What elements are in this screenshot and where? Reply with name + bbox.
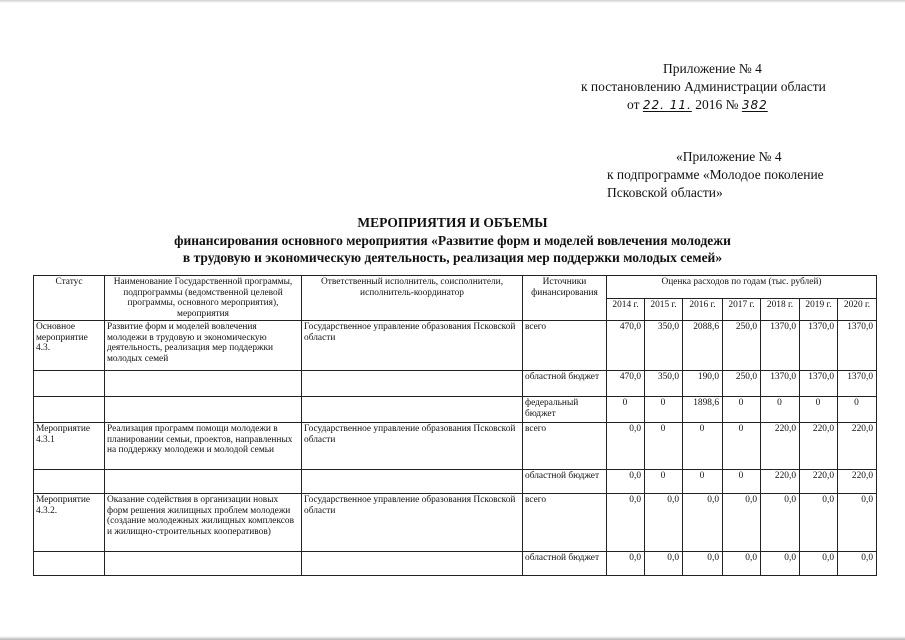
cell-value: 1370,0 <box>761 321 800 371</box>
cell-value: 1370,0 <box>761 371 800 397</box>
cell-source: всего <box>523 423 607 470</box>
cell-value: 0,0 <box>723 494 761 552</box>
cell-value: 1370,0 <box>838 371 877 397</box>
cell-value: 0 <box>723 397 761 423</box>
col-header-sources: Источники финансирования <box>523 276 607 321</box>
cell-source: всего <box>523 494 607 552</box>
table-row <box>34 321 877 371</box>
cell-value: 250,0 <box>723 321 761 371</box>
col-header-estimate: Оценка расходов по годам (тыс. рублей) <box>607 276 877 299</box>
cell-responsible <box>302 552 523 576</box>
subprogram-region: Псковской области» <box>607 185 723 200</box>
cell-value: 470,0 <box>607 321 645 371</box>
cell-value: 0,0 <box>761 552 800 576</box>
cell-responsible <box>302 397 523 423</box>
cell-source: федеральный бюджет <box>523 397 607 423</box>
cell-value: 1370,0 <box>838 321 877 371</box>
cell-value: 1370,0 <box>800 321 838 371</box>
cell-status <box>34 470 105 494</box>
cell-status: Мероприятие 4.3.1 <box>34 423 105 470</box>
table-row <box>34 494 877 552</box>
cell-value: 0,0 <box>838 552 877 576</box>
cell-value: 2088,6 <box>683 321 723 371</box>
cell-name: Оказание содействия в организации новых форм решения жилищных проблем молодежи (создание молодежных жилищных комплексов и жилищно-строительных кооперативов) <box>105 494 302 552</box>
cell-value: 0,0 <box>761 494 800 552</box>
cell-value: 0,0 <box>800 552 838 576</box>
cell-responsible: Государственное управление образования Псковской области <box>302 494 523 552</box>
cell-name <box>105 552 302 576</box>
cell-name: Развитие форм и моделей вовлечения молодежи в трудовую и экономическую деятельность, реализация мер поддержки молодых семей <box>105 321 302 371</box>
col-header-status: Статус <box>34 276 105 321</box>
cell-value: 0,0 <box>800 494 838 552</box>
cell-responsible: Государственное управление образования Псковской области <box>302 321 523 371</box>
handwritten-number: 382 <box>741 98 768 112</box>
scan-top-edge <box>0 0 905 3</box>
year-header: 2018 г. <box>761 298 800 321</box>
handwritten-date: 22. 11. <box>642 98 692 112</box>
year-header: 2015 г. <box>645 298 683 321</box>
cell-value: 350,0 <box>645 321 683 371</box>
cell-name <box>105 371 302 397</box>
cell-value: 0 <box>723 423 761 470</box>
cell-value: 0,0 <box>838 494 877 552</box>
year-header: 2014 г. <box>607 298 645 321</box>
doc-subtitle-1: финансирования основного мероприятия «Развитие форм и моделей вовлечения молодежи <box>174 233 731 248</box>
cell-value: 0,0 <box>645 552 683 576</box>
table-header-row <box>34 276 877 299</box>
cell-source: областной бюджет <box>523 371 607 397</box>
year-header: 2019 г. <box>800 298 838 321</box>
cell-value: 1898,6 <box>683 397 723 423</box>
cell-value: 220,0 <box>800 470 838 494</box>
year-header: 2017 г. <box>723 298 761 321</box>
cell-value: 250,0 <box>723 371 761 397</box>
cell-status: Мероприятие 4.3.2. <box>34 494 105 552</box>
cell-value: 470,0 <box>607 371 645 397</box>
cell-value: 0 <box>645 423 683 470</box>
cell-value: 0,0 <box>683 552 723 576</box>
cell-value: 0,0 <box>645 494 683 552</box>
cell-value: 220,0 <box>761 423 800 470</box>
cell-responsible: Государственное управление образования Псковской области <box>302 423 523 470</box>
cell-value: 0,0 <box>607 470 645 494</box>
cell-value: 0,0 <box>723 552 761 576</box>
cell-value: 0 <box>645 470 683 494</box>
resolution-year: 2016 № <box>695 97 739 112</box>
col-header-responsible: Ответственный исполнитель, соисполнители, исполнитель-координатор <box>302 276 523 321</box>
cell-status: Основное мероприятие 4.3. <box>34 321 105 371</box>
cell-value: 1370,0 <box>800 371 838 397</box>
appendix-label: Приложение № 4 <box>663 61 762 76</box>
cell-value: 0,0 <box>607 494 645 552</box>
cell-value: 220,0 <box>838 470 877 494</box>
cell-responsible <box>302 470 523 494</box>
cell-status <box>34 552 105 576</box>
doc-subtitle-2: в трудовую и экономическую деятельность, реализация мер поддержки молодых семей» <box>182 250 723 265</box>
resolution-date-line <box>627 96 768 114</box>
table-row <box>34 552 877 576</box>
cell-value: 0 <box>723 470 761 494</box>
cell-value: 220,0 <box>800 423 838 470</box>
cell-value: 0 <box>761 397 800 423</box>
subprogram-appendix-label: «Приложение № 4 <box>676 149 782 164</box>
table-row <box>34 470 877 494</box>
cell-value: 0 <box>683 470 723 494</box>
financing-table <box>33 275 877 576</box>
cell-source: областной бюджет <box>523 552 607 576</box>
cell-source: областной бюджет <box>523 470 607 494</box>
cell-name <box>105 397 302 423</box>
cell-value: 350,0 <box>645 371 683 397</box>
col-header-name: Наименование Государственной программы, подпрограммы (ведомственной целевой программы, основного мероприятия), мероприятия <box>105 276 302 321</box>
table-row <box>34 371 877 397</box>
year-header: 2020 г. <box>838 298 877 321</box>
doc-title: МЕРОПРИЯТИЯ И ОБЪЕМЫ <box>357 215 548 230</box>
cell-value: 0 <box>645 397 683 423</box>
resolution-reference: к постановлению Администрации области <box>581 79 826 94</box>
table-row <box>34 397 877 423</box>
cell-value: 0,0 <box>607 423 645 470</box>
date-prefix: от <box>627 97 640 112</box>
cell-value: 190,0 <box>683 371 723 397</box>
cell-name <box>105 470 302 494</box>
cell-value: 220,0 <box>838 423 877 470</box>
cell-name: Реализация программ помощи молодежи в планировании семьи, проектов, направленных на поддержку молодежи и молодой семьи <box>105 423 302 470</box>
cell-value: 0 <box>683 423 723 470</box>
cell-value: 0,0 <box>683 494 723 552</box>
scan-bottom-edge <box>0 636 905 640</box>
cell-status <box>34 397 105 423</box>
cell-value: 0,0 <box>607 552 645 576</box>
subprogram-reference: к подпрограмме «Молодое поколение <box>607 167 824 182</box>
year-header: 2016 г. <box>683 298 723 321</box>
cell-value: 220,0 <box>761 470 800 494</box>
cell-responsible <box>302 371 523 397</box>
cell-status <box>34 371 105 397</box>
cell-value: 0 <box>800 397 838 423</box>
cell-value: 0 <box>607 397 645 423</box>
table-row <box>34 423 877 470</box>
cell-value: 0 <box>838 397 877 423</box>
cell-source: всего <box>523 321 607 371</box>
